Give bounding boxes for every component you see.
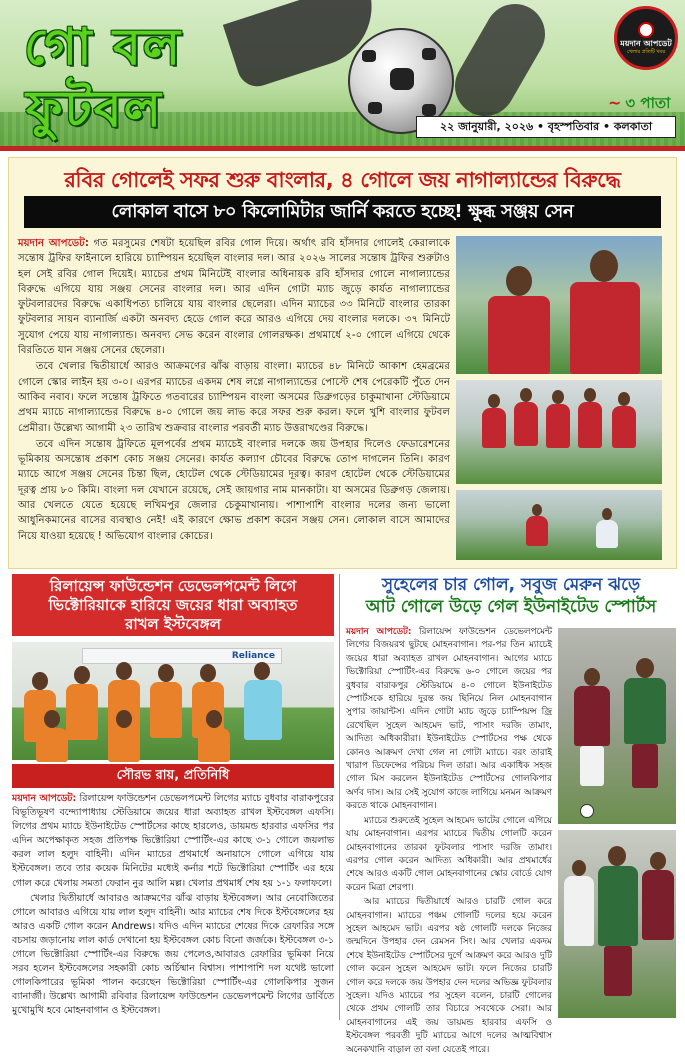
east-bengal-story-body	[12, 792, 334, 1020]
mohun-bagan-celebration-photo	[558, 830, 676, 1018]
page-swirl-icon: ~	[608, 93, 622, 112]
east-bengal-byline: সৌরভ রায়, প্রতিনিধি	[12, 764, 334, 788]
mohun-bagan-headline-line2: আট গোলে উড়ে গেল ইউনাইটেড স্পোর্টস	[365, 597, 657, 617]
mohun-bagan-paragraph-2: ম্যাচের শুরুতেই সুহেল আহমেদ ভাটের গোলে এগিয়ে যায় মোহনবাগান। এরপর ম্যাচের দ্বিতীয় গোলটি করেন মোহনবাগানের তারকা ফুটবলার পাসাং দরজি তামাং। এরপর গোল করেন আদিত্য অধিকারী। আর প্রথমার্ধের শেষে আরও একটি গোল মোহনবাগানের স্কোর বোর্ডে যোগ করেন মিত্রা শেরপা।	[346, 815, 552, 893]
east-bengal-headline-line2: ভিক্টোরিয়াকে হারিয়ে জয়ের ধারা অব্যাহত	[48, 595, 298, 614]
mohun-bagan-headline	[344, 574, 678, 618]
east-bengal-headline	[12, 574, 334, 636]
bengal-team-celebration-photo	[456, 380, 662, 484]
east-bengal-team-photo	[12, 642, 334, 760]
logo-tagline: খেলার প্রতিটি খবর	[626, 48, 666, 55]
logo-ball-icon	[638, 22, 654, 38]
player-leg-graphic	[444, 0, 556, 127]
masthead-title-line2: ফুটবল	[26, 79, 163, 138]
east-bengal-dateline: ময়দান আপডেট:	[12, 793, 77, 804]
column-divider	[339, 574, 340, 1020]
masthead-title-line1: গো বল	[24, 17, 183, 76]
east-bengal-paragraph-2: খেলার দ্বিতীয়ার্ধে আবারও আক্রমণের ঝাঁঝ বাড়ায় ইস্টবেঙ্গল। আর নেবোজিতের গোলে আবারও এগিয়ে যায় লাল হলুদ বাহিনী। আর ম্যাচের শেষ দিকে ইস্টবেঙ্গলের হয় আরও একটি গোল করেন Andrews। যদিও এদিন ম্যাচের শেষের দিকে রেফারির সঙ্গে বচসায় জড়ানোয় লাল কার্ড দেখানো হয় ইস্টবেঙ্গল কোচ বিনো জর্জকে। ইস্টবেঙ্গল ৩-১ গোলে ভিক্টোরিয়া স্পোর্টিং-এর বিরুদ্ধে জয় পেলেও,আবারও রেফারির ভূমিকা নিয়ে সরব হলেন ইস্টবেঙ্গলের সহকারী কোচ অর্চিষ্মান বিশ্বাস। পাশাপাশি দল যথেষ্ট ভালো গোলকিপারের ভূমিকা পালন করেছেন ভিক্টোরিয়া স্পোর্টিং-এর গোলকিপার সুজন ব্যানার্জী। উল্লেখ্য আগামী রবিবার রিলায়েন্স ফাউন্ডেশন ডেভেলপমেন্ট লিগের ডার্বিতে মুখোমুখি হবে মোহনবাগান ও ইস্টবেঙ্গল।	[12, 892, 334, 1017]
mohun-bagan-paragraph-1: ময়দান আপডেট: রিলায়েন্স ফাউন্ডেশন ডেভেলপমেন্ট লিগের বিজয়রথ ছুটছে মোহনবাগান। পর-পর তিন ম্যাচেই জয়ের ধারা অব্যাহত রাখল মোহনবাগান। আগের ম্যাচে ভিক্টোরিয়া স্পোর্টিং-এর বিরুদ্ধে ৬-০ গোলে জয়ের পর বুধবার বারাকপুর স্টেডিয়ামে ৪-০ গোলে ইউনাইটেড স্পোর্টসকে হারিয়ে দুরন্ত জয় ছিনিয়ে নিল মোহনবাগান সুপার জায়ান্টস। এদিন গোটা ম্যাচ জুড়ে চ্যাম্পিয়ন্স জ্রি রেখেছিল সুহেল আহমেদ ভাট, পাসাং দরজি তামাং, আদিত্য অধিকারীরা। ইউনাইটেড স্পোর্টসের পক্ষ থেকে কোনও আক্রমণ দেখা গেল না গোটা ম্যাচে। বরং তারাই খারাপ ডিফেন্সের পরিচয় দিল তারা। আর একাধিক সহজ গোল মিস করলেন ইউনাইটেড স্পোর্টসের গোলকিপার অর্ণব দাস। আর সেই সুযোগ কাজে লাগিয়ে মনমন আক্রমণ করতে থাকে মোহনবাগান।	[346, 627, 553, 812]
main-dateline: ময়দান আপডেট:	[18, 238, 89, 249]
main-subheadline: লোকাল বাসে ৮০ কিলোমিটার জার্নি করতে হচ্ছে! ক্ষুব্ধ সঞ্জয় সেন	[24, 196, 661, 228]
main-story-body	[18, 236, 450, 564]
mohun-bagan-action-photo	[558, 628, 676, 824]
match-action-photo	[456, 490, 662, 560]
logo-name: ময়দান আপডেট	[620, 38, 672, 48]
masthead-divider	[0, 146, 685, 151]
football-icon	[580, 804, 594, 818]
east-bengal-paragraph-1: ময়দান আপডেট: রিলায়েন্স ফাউন্ডেশন ডেভেলপমেন্ট লিগের ম্যাচে বুধবার বারাকপুরের বিভূতিভূষণ বন্দ্যোপাধ্যায় স্টেডিয়ামে জয়ের ধারা অব্যাহত রাখল ইস্টবেঙ্গল এফসি। লিগের প্রথম ম্যাচে ইউনাইটেড স্পোর্টসের কাছে হারলেও, ডায়মন্ড হারবার এফসির পর এদিন অপেক্ষাকৃত সহজ প্রতিপক্ষ ভিক্টোরিয়া স্পোর্টিং-এর কাছে ৩-১ গোলে জয়লাভ করল লাল হলুদ বাহিনী। এদিন ম্যাচের প্রথমার্ধে অনায়াসে গোলে এগিয়ে যায় ইস্টবেঙ্গল। তবে তার কয়েক মিনিটের মধ্যেই কর্নার শটে ভিক্টোরিয়া স্পোর্টিং এর হয়ে গোল করে খেলায় সমতা ফেরান নুর আলি মল্ল। খেলার প্রথমার্ধ শেষ হয় ১-১ ফলাফলে।	[12, 793, 334, 889]
sponsor-banner-text: Reliance	[231, 651, 275, 661]
mohun-bagan-dateline: ময়দান আপডেট:	[346, 627, 412, 637]
main-paragraph-3: তবে এদিন সন্তোষ ট্রফিতে মূলপর্বের প্রথম ম্যাচেই বাংলার দলকে জয় উপহার দিলেও ফেডারেশনের ভূমিকায় অসন্তোষ প্রকাশ কোচ সঞ্জয় সেনের। কার্যত কল্যাণ চৌবের বিরুদ্ধে তোপ দাগলেন তিনি। কারণ ম্যাচে আগে সঞ্জয় সেনের চিন্তা ছিল, হোটেল থেকে স্টেডিয়ামের দূরত্ব। কারণ হোটেল থেকে স্টেডিয়ামের দূরত্ব প্রায় ৮০ কিমি। বাংলা দল যেখানে রয়েছে, সেই জায়গার নাম মানকাটা। যা অসমের ডিব্রুগড় জেলায়। আর খেলতে যেতে হয়েছে লখিমপুর জেলার চেকুমাখানায়। পাশাপাশি বাংলার দলের জন্য ভালো আধুনিকমানের বাসের ব্যবস্থাও নেই! এই কারণে ক্ষোভ প্রকাশ করেন সঞ্জয় সেন। লোকাল বাসে আমাদের নিয়ে যাওয়া হয়েছে ! অভিযোগ বাংলার কোচের।	[18, 438, 450, 542]
masthead	[0, 0, 685, 150]
main-headline: রবির গোলেই সফর শুরু বাংলার, ৪ গোলে জয় নাগাল্যান্ডের বিরুদ্ধে	[64, 168, 621, 192]
sponsor-banner	[82, 648, 282, 664]
page-number	[608, 92, 671, 117]
issue-dateline: ২২ জানুয়ারী, ২০২৬ • বৃহস্পতিবার • কলকাতা	[416, 116, 676, 138]
east-bengal-headline-line1: রিলায়েন্স ফাউন্ডেশন ডেভেলপমেন্ট লিগে	[49, 576, 297, 595]
mohun-bagan-paragraph-3: আর ম্যাচের দ্বিতীয়ার্ধে আরও চারটি গোল করে মোহনবাগান। ম্যাচের পঞ্চম গোলটি দলের হয়ে করেন সুহেল আহমেদ ভাট। এরপর ষষ্ঠ গোলটি দলকে নিজের জন্মদিনে উপহার দেন রেমসন সিং। আর খেলার একদম শেষে ইউনাইটেড স্পোর্টসের দুর্গে আক্রমণ করে আরও দুটি গোল করেন সুহেল আহমেদ ভাট। ফলে নিজের চারটি গোল করে দলকে জয় উপহার দেন দলের অভিজ্ঞ ফুটবলার সুহেল। যদিও ম্যাচের পর সুহেল বলেন, চারটি গোলের থেকে প্রথম গোলটি তার বিচারে সবথেকে সেরা। আর মোহনবাগানের এই জয় ডায়মন্ড হারবার এফসি ও ইস্টবেঙ্গল পরবর্তী দুটি ম্যাচের আগে দলের আত্মবিশ্বাস অনেকখানি বাড়াল তা বলা যেতেই পারে।	[346, 897, 552, 1055]
page-number-label: ৩ পাতা	[625, 94, 671, 112]
mohun-bagan-story-body	[346, 626, 553, 1055]
east-bengal-headline-line3: রাখল ইস্টবেঙ্গল	[125, 614, 221, 633]
main-paragraph-2: তবে খেলার দ্বিতীয়ার্ধে আরও আক্রমণের ঝাঁঝ বাড়ায় বাংলা। ম্যাচের ৪৮ মিনিটে আকাশ হেমব্রমের গোলে স্কোর লাইন হয় ৩-০। এরপর ম্যাচের একদম শেষ লগ্নে নাগাল্যান্ডের পোস্টে শেষ পেরেকটি পুঁতে দেন আকিব নবাব। ফলে সন্তোষ ট্রফিতে গতবারের চ্যাম্পিয়ন বাংলা অসমের ডিব্রুগড়ের চাকুমাখানা স্টেডিয়ামে প্রথম ম্যাচে নাগাল্যান্ডের বিরুদ্ধে ৪-০ গোলে জয় লাভ করে সফর শুরু করল। ফলে খুশি বাংলার ফুটবল প্রেমীরা। উল্লেখ্য আগামী ২৩ তারিখ শুক্রবার বাংলার পরবর্তী ম্যাচ উত্তরাখণ্ডের বিরুদ্ধে।	[18, 361, 450, 434]
mohun-bagan-headline-line1: সুহেলের চার গোল, সবুজ মেরুন ঝড়ে	[381, 575, 641, 595]
bengal-players-celebration-photo	[456, 236, 662, 374]
main-paragraph-1: ময়দান আপডেট: গত মরসুমের শেষটা হয়েছিল রবির গোল দিয়ে। অর্থাৎ রবি হাঁসদার গোলেই কেরালাকে সন্তোষ ট্রফির ফাইনালে হারিয়ে চ্যাম্পিয়ন হয়েছিল বাংলার দল। আর ২০২৬ সালের সন্তোষ ট্রফির শুরুটাও হল সেই রবির গোল দিয়েই। ম্যাচের প্রথম মিনিটেই বাংলার অধিনায়ক রবি হাঁসদার গোলে নাগাল্যান্ডের বিরুদ্ধে এগিয়ে যায় সঞ্জয় সেনের বাংলার দল। আর এদিন গোটা ম্যাচ জুড়ে কার্যত নাগাল্যান্ডের ফুটবলারদের বিরুদ্ধে একাধিপত্য চালিয়ে যায় বাংলার ছেলেরা। এদিন ম্যাচের ৩৩ মিনিটে বাংলার তারকা ফুটবলার সায়ন ব্যানার্জি একটা অনবদ্য হেডে গোল করে আরও এগিয়ে দেয় বাংলার দলকে। ৩৭ মিনিটে সুযোগ পেয়ে যায় নাগাল্যান্ড। অনবদ্য সেভ করেন বাংলার গোলরক্ষক। প্রথমার্ধে ২-০ গোলে এগিয়ে থেকে বিরতিতে যান সঞ্জয় সেনের ছেলেরা।	[18, 238, 450, 357]
publisher-logo	[614, 6, 678, 70]
